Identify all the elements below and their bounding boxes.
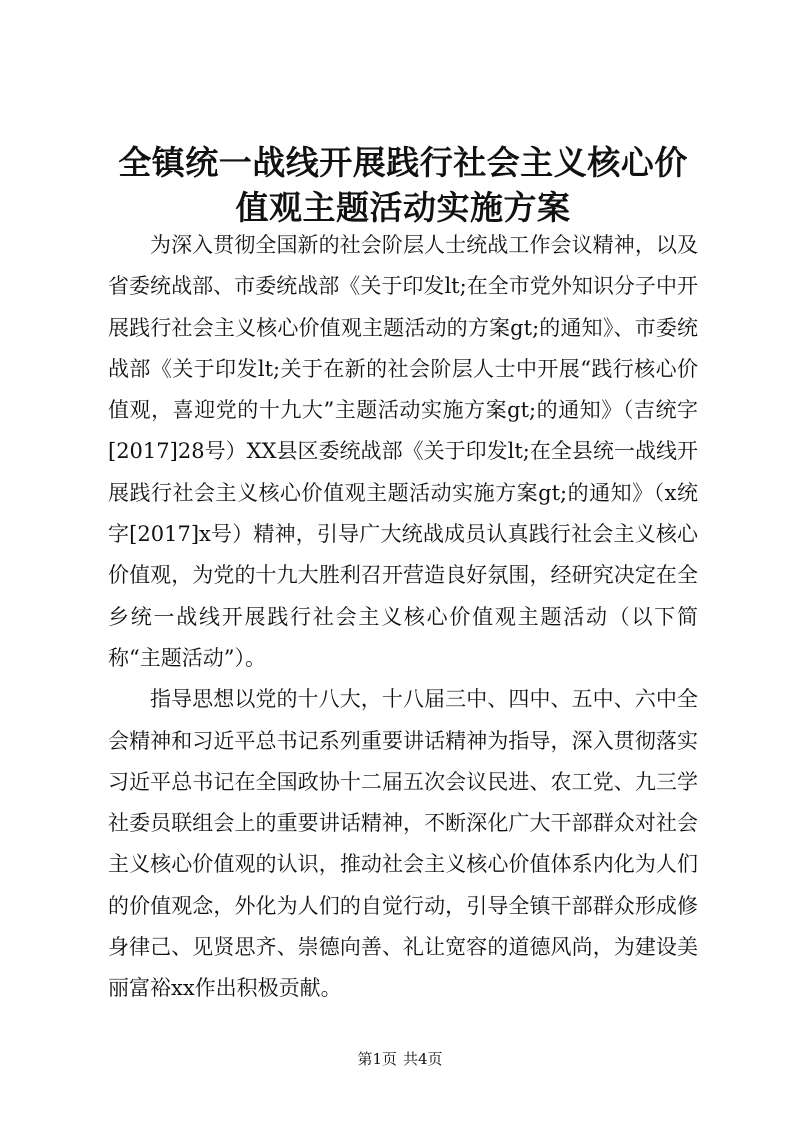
page-total: 共4页 <box>403 1050 443 1068</box>
document-body <box>108 225 698 1010</box>
document-title: 全镇统一战线开展践行社会主义核心价值观主题活动实施方案 <box>118 143 688 227</box>
page-number: 第1页 <box>357 1050 397 1068</box>
paragraph-guiding-ideology: 指导思想以党的十八大，十八届三中、四中、五中、六中全会精神和习近平总书记系列重要讲话精神为指导，深入贯彻落实习近平总书记在全国政协十二届五次会议民进、农工党、九三学社委员联组会上的重要讲话精神，不断深化广大干部群众对社会主义核心价值观的认识，推动社会主义核心价值体系内化为人们的价值观念，外化为人们的自觉行动，引导全镇干部群众形成修身律己、见贤思齐、崇德向善、礼让宽容的道德风尚，为建设美丽富裕xx作出积极贡献。 <box>108 687 698 1001</box>
paragraph-intro: 为深入贯彻全国新的社会阶层人士统战工作会议精神，以及省委统战部、市委统战部《关于印发lt;在全市党外知识分子中开展践行社会主义核心价值观主题活动的方案gt;的通知》、市委统战部《关于印发lt;关于在新的社会阶层人士中开展“践行核心价值观，喜迎党的十九大”主题活动实施方案gt;的通知》（吉统字[2017]28号）XX县区委统战部《关于印发lt;在全县统一战线开展践行社会主义核心价值观主题活动实施方案gt;的通知》（x统字[2017]x号）精神，引导广大统战成员认真践行社会主义核心价值观，为党的十九大胜利召开营造良好氛围，经研究决定在全乡统一战线开展践行社会主义核心价值观主题活动（以下简称“主题活动”）。 <box>108 233 698 670</box>
page-footer <box>0 1049 800 1069</box>
